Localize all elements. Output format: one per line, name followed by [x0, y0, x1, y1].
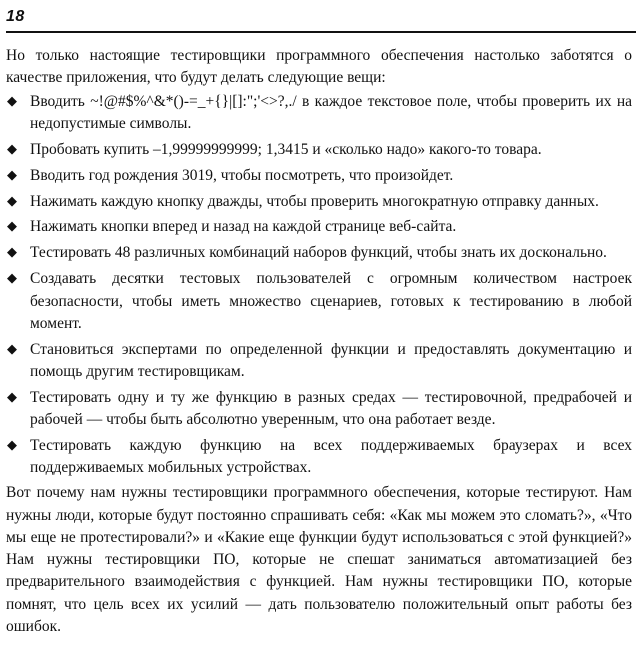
diamond-bullet-icon: ◆ [7, 141, 17, 157]
list-item [6, 191, 632, 213]
diamond-bullet-icon: ◆ [7, 93, 17, 109]
diamond-bullet-icon: ◆ [7, 389, 17, 405]
diamond-bullet-icon: ◆ [7, 219, 17, 235]
diamond-bullet-icon: ◆ [7, 438, 17, 454]
list-item [6, 216, 632, 238]
list-item-text: Тестировать одну и ту же функцию в разных средах — тестировочной, предрабочей и рабочей — чтобы быть абсолютно уверенным, что она работает везде. [30, 388, 632, 429]
diamond-bullet-icon: ◆ [7, 167, 17, 183]
diamond-bullet-icon: ◆ [7, 193, 17, 209]
list-item [6, 165, 632, 187]
diamond-bullet-icon: ◆ [7, 245, 17, 261]
list-item-text: Тестировать 48 различных комбинаций наборов функций, чтобы знать их досконально. [30, 244, 607, 262]
list-item-text: Пробовать купить –1,99999999999; 1,3415 и «сколько надо» какого-то товара. [30, 140, 542, 158]
intro-paragraph: Но только настоящие тестировщики программного обеспечения настолько заботятся о качестве приложения, что будут делать следующие вещи: [6, 47, 632, 87]
list-item [6, 242, 632, 264]
page-number: 18 [6, 8, 25, 25]
list-item [6, 139, 632, 161]
list-item-text: Вводить ~!@#$%^&*()-=_+{}|[]:";'<>?,./ в каждое текстовое поле, чтобы проверить их на недопустимые символы. [30, 92, 632, 132]
list-item-text: Нажимать кнопки вперед и назад на каждой странице веб-сайта. [30, 218, 457, 236]
list-item-text: Нажимать каждую кнопку дважды, чтобы проверить многократную отправку данных. [30, 192, 599, 210]
diamond-bullet-icon: ◆ [7, 271, 17, 287]
list-item-text: Тестировать каждую функцию на всех поддерживаемых браузерах и всех поддерживаемых мобильных устройствах. [30, 437, 632, 477]
list-item-text: Вводить год рождения 3019, чтобы посмотреть, что произойдет. [30, 166, 454, 184]
list-item [6, 268, 632, 335]
list-item-text: Становиться экспертами по определенной функции и предоставлять документацию и помощь другим тестировщикам. [30, 340, 632, 381]
header-rule [6, 31, 636, 33]
list-item [6, 91, 632, 136]
page-header [6, 4, 636, 34]
list-item [6, 339, 632, 384]
list-item [6, 435, 632, 480]
list-item-text: Создавать десятки тестовых пользователей с огромным количеством настроек безопасности, чтобы иметь множество сценариев, готовых к тестированию в любой момент. [30, 270, 632, 332]
list-item [6, 387, 632, 432]
bullet-list [6, 91, 632, 480]
diamond-bullet-icon: ◆ [7, 341, 17, 357]
closing-paragraph: Вот почему нам нужны тестировщики программного обеспечения, которые тестируют. Нам нужны люди, которые будут постоянно спрашивать себя: «Как мы можем это сломать?», «Что мы еще не протестировали?» и «Какие еще функции будут использоваться с этой функцией?» Нам нужны тестировщики ПО, которые не спешат заниматься автоматизацией без предварительного взаимодействия с функцией. Нам нужны тестировщики ПО, которые помнят, что цель всех их усилий — дать пользователю положительный опыт работы без ошибок. [6, 484, 632, 636]
body-text [6, 45, 632, 638]
